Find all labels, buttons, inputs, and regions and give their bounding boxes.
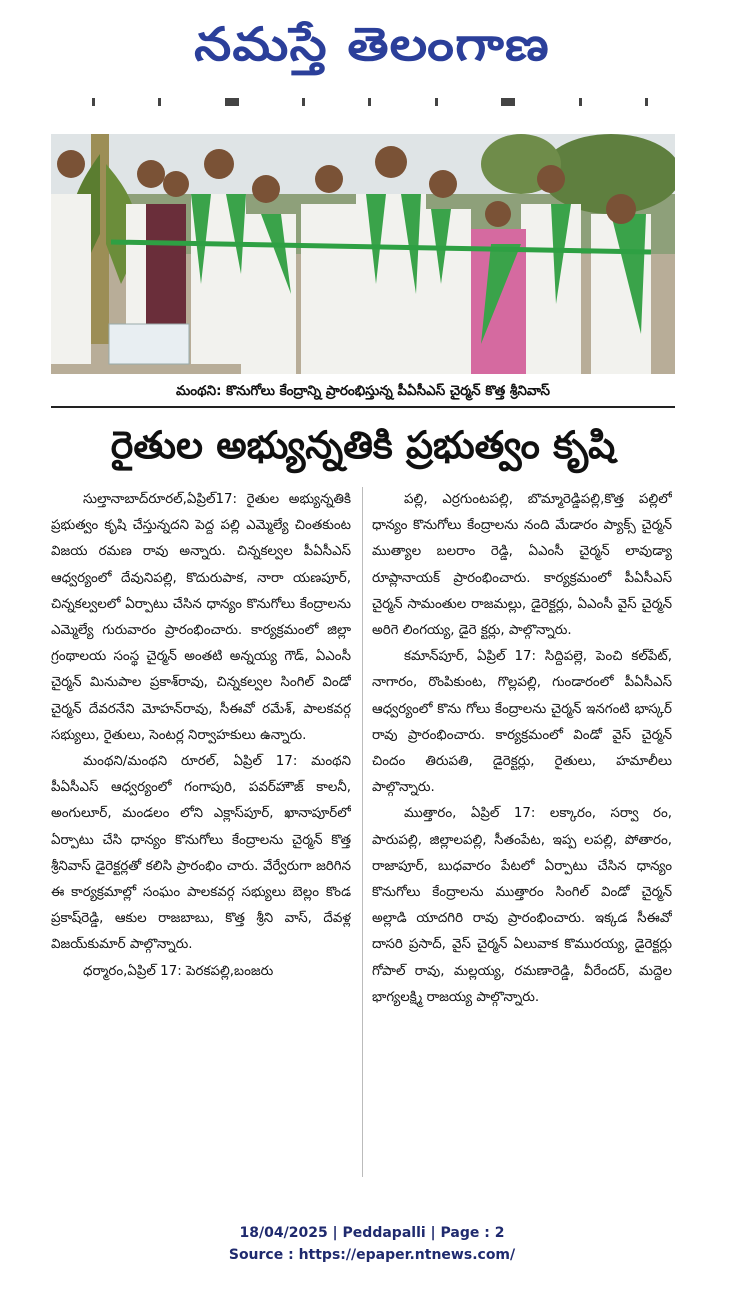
article-paragraph: ధర్మారం,ఏప్రిల్ 17: పెరకపల్లి,బంజరు: [83, 963, 274, 979]
page-footer: [0, 1222, 744, 1266]
footer-date-edition: 18/04/2025 | Peddapalli | Page : 2: [239, 1225, 505, 1241]
article-headline: రైతుల అభ్యున్నతికి ప్రభుత్వం కృషి: [110, 423, 616, 467]
article-paragraph: కమాన్‌పూర్, ఏప్రిల్ 17: సిద్దిపల్లె, పెంచి కల్‌పేట్, నాగారం, రొంపికుంట, గొల్లపల్లి, గుండారంలో పీఏసీఎస్ ఆధ్వర్యంలో కొను గోలు కేంద్రాలను చైర్మన్ ఇనగంటి భాస్కర్ రావు ప్రారంభించారు. కార్యక్రమంలో విండో వైస్ చైర్మన్ చిందం తిరుపతి, డైరెక్టర్లు, రైతులు, హమాలీలు పాల్గొన్నారు.: [372, 649, 672, 796]
column-divider: [362, 487, 363, 1177]
article-column-left: [51, 487, 351, 1187]
photo-caption: మంథని: కొనుగోలు కేంద్రాన్ని ప్రారంభిస్తున్న పీఏసీఎస్ చైర్మన్ కొత్త శ్రీనివాస్: [175, 383, 551, 399]
article-paragraph: పల్లి, ఎర్రగుంటపల్లి, బొమ్మారెడ్డిపల్లి,కొత్త పల్లిలో ధాన్యం కొనుగోలు కేంద్రాలను నంది మేడారం ప్యాక్స్ చైర్మన్ ముత్యాల బలరాం రెడ్డి, ఏఎంసీ చైర్మన్ లావుడ్యా రూప్లానాయక్ ప్రారంభించారు. కార్యక్రమంలో పీఏసీఎస్ చైర్మన్ సామంతుల రాజమల్లు, డైరెక్టర్లు, ఏఎంసీ వైస్ చైర్మన్ అరిగె లింగయ్య, డైరె క్టర్లు, పాల్గొన్నారు.: [372, 492, 672, 639]
footer-source: Source : https://epaper.ntnews.com/: [228, 1247, 516, 1263]
masthead: [0, 0, 744, 84]
article-paragraph: ముత్తారం, ఏప్రిల్ 17: లక్కారం, సర్వా రం, పారుపల్లి, జిల్లాలపల్లి, సీతంపేట, ఇప్ప లపల్లి, పోతారం, రాజాపూర్, బుధవారం పేటలో ఏర్పాటు చేసిన ధాన్యం కొనుగోలు కేంద్రాలను ముత్తారం సింగిల్ విండో చైర్మన్ అల్లాడి యాదగిరి రావు ప్రారంభించారు. ఇక్కడ సీఈవో దాసరి ప్రసాద్, వైస్ చైర్మన్ ఏలువాక కొమురయ్య, డైరెక్టర్లు గోపాల్ రావు, మల్లయ్య, రమణారెడ్డి, వీరేందర్, మద్దెల భాగ్యలక్ష్మి రాజయ్య పాల్గొన్నారు.: [372, 806, 672, 1005]
article-paragraph: మంథని/మంథని రూరల్, ఏప్రిల్ 17: మంథని పీఏసీఎస్ ఆధ్వర్యంలో గంగాపురి, పవర్‌హౌజ్ కాలనీ, అంగులూర్, మండలం లోని ఎక్లాస్‌పూర్, ఖానాపూర్‌లో ఏర్పాటు చేసి ధాన్యం కొనుగోలు కేంద్రాలను చైర్మన్ కొత్త శ్రీనివాస్ డైరెక్టర్లతో కలిసి ప్రారంభిం చారు. వేర్వేరుగా జరిగిన ఈ కార్యక్రమాల్లో సంఘం పాలకవర్గ సభ్యులు బెల్లం కొండ ప్రకాష్‌రెడ్డి, ఆకుల రాజబాబు, కొత్త శ్రీని వాస్, దేవళ్ల విజయ్‌కుమార్ పాల్గొన్నారు.: [51, 754, 351, 953]
divider: [51, 406, 675, 408]
newspaper-logo: నమస్తే తెలంగాణ: [194, 17, 550, 71]
dateline-strip: [60, 96, 680, 108]
ribbon-cutting-photo: [51, 134, 675, 374]
article-paragraph: సుల్తానాబాద్‌రూరల్,ఏప్రిల్17: రైతుల అభ్యున్నతికి ప్రభుత్వం కృషి చేస్తున్నదని పెద్ద పల్లి ఎమ్మెల్యే చింతకుంట విజయ రమణ రావు అన్నారు. చిన్నకల్వల పీఏసీఎస్ ఆధ్వర్యంలో దేవునిపల్లి, కొదురుపాక, నారా యణపూర్, చిన్నకల్వలలో ఏర్పాటు చేసిన ధాన్యం కొనుగోలు కేంద్రాలను ఎమ్మెల్యే గురువారం ప్రారంభించారు. కార్యక్రమంలో జిల్లా గ్రంథాలయ సంస్థ చైర్మన్ అంతటి అన్నయ్య గౌడ్, ఏఎంసీ చైర్మన్ మినుపాల ప్రకాశ్‌రావు, చిన్నకల్వల సింగిల్ విండో చైర్మన్ దేవరనేని మోహన్‌రావు, సీఈవో రమేశ్, పాలకవర్గ సభ్యులు, రైతులు, సెంటర్ల నిర్వాహకులు ఉన్నారు.: [51, 492, 351, 743]
news-photo: [51, 134, 675, 374]
article-column-right: [372, 487, 672, 1187]
